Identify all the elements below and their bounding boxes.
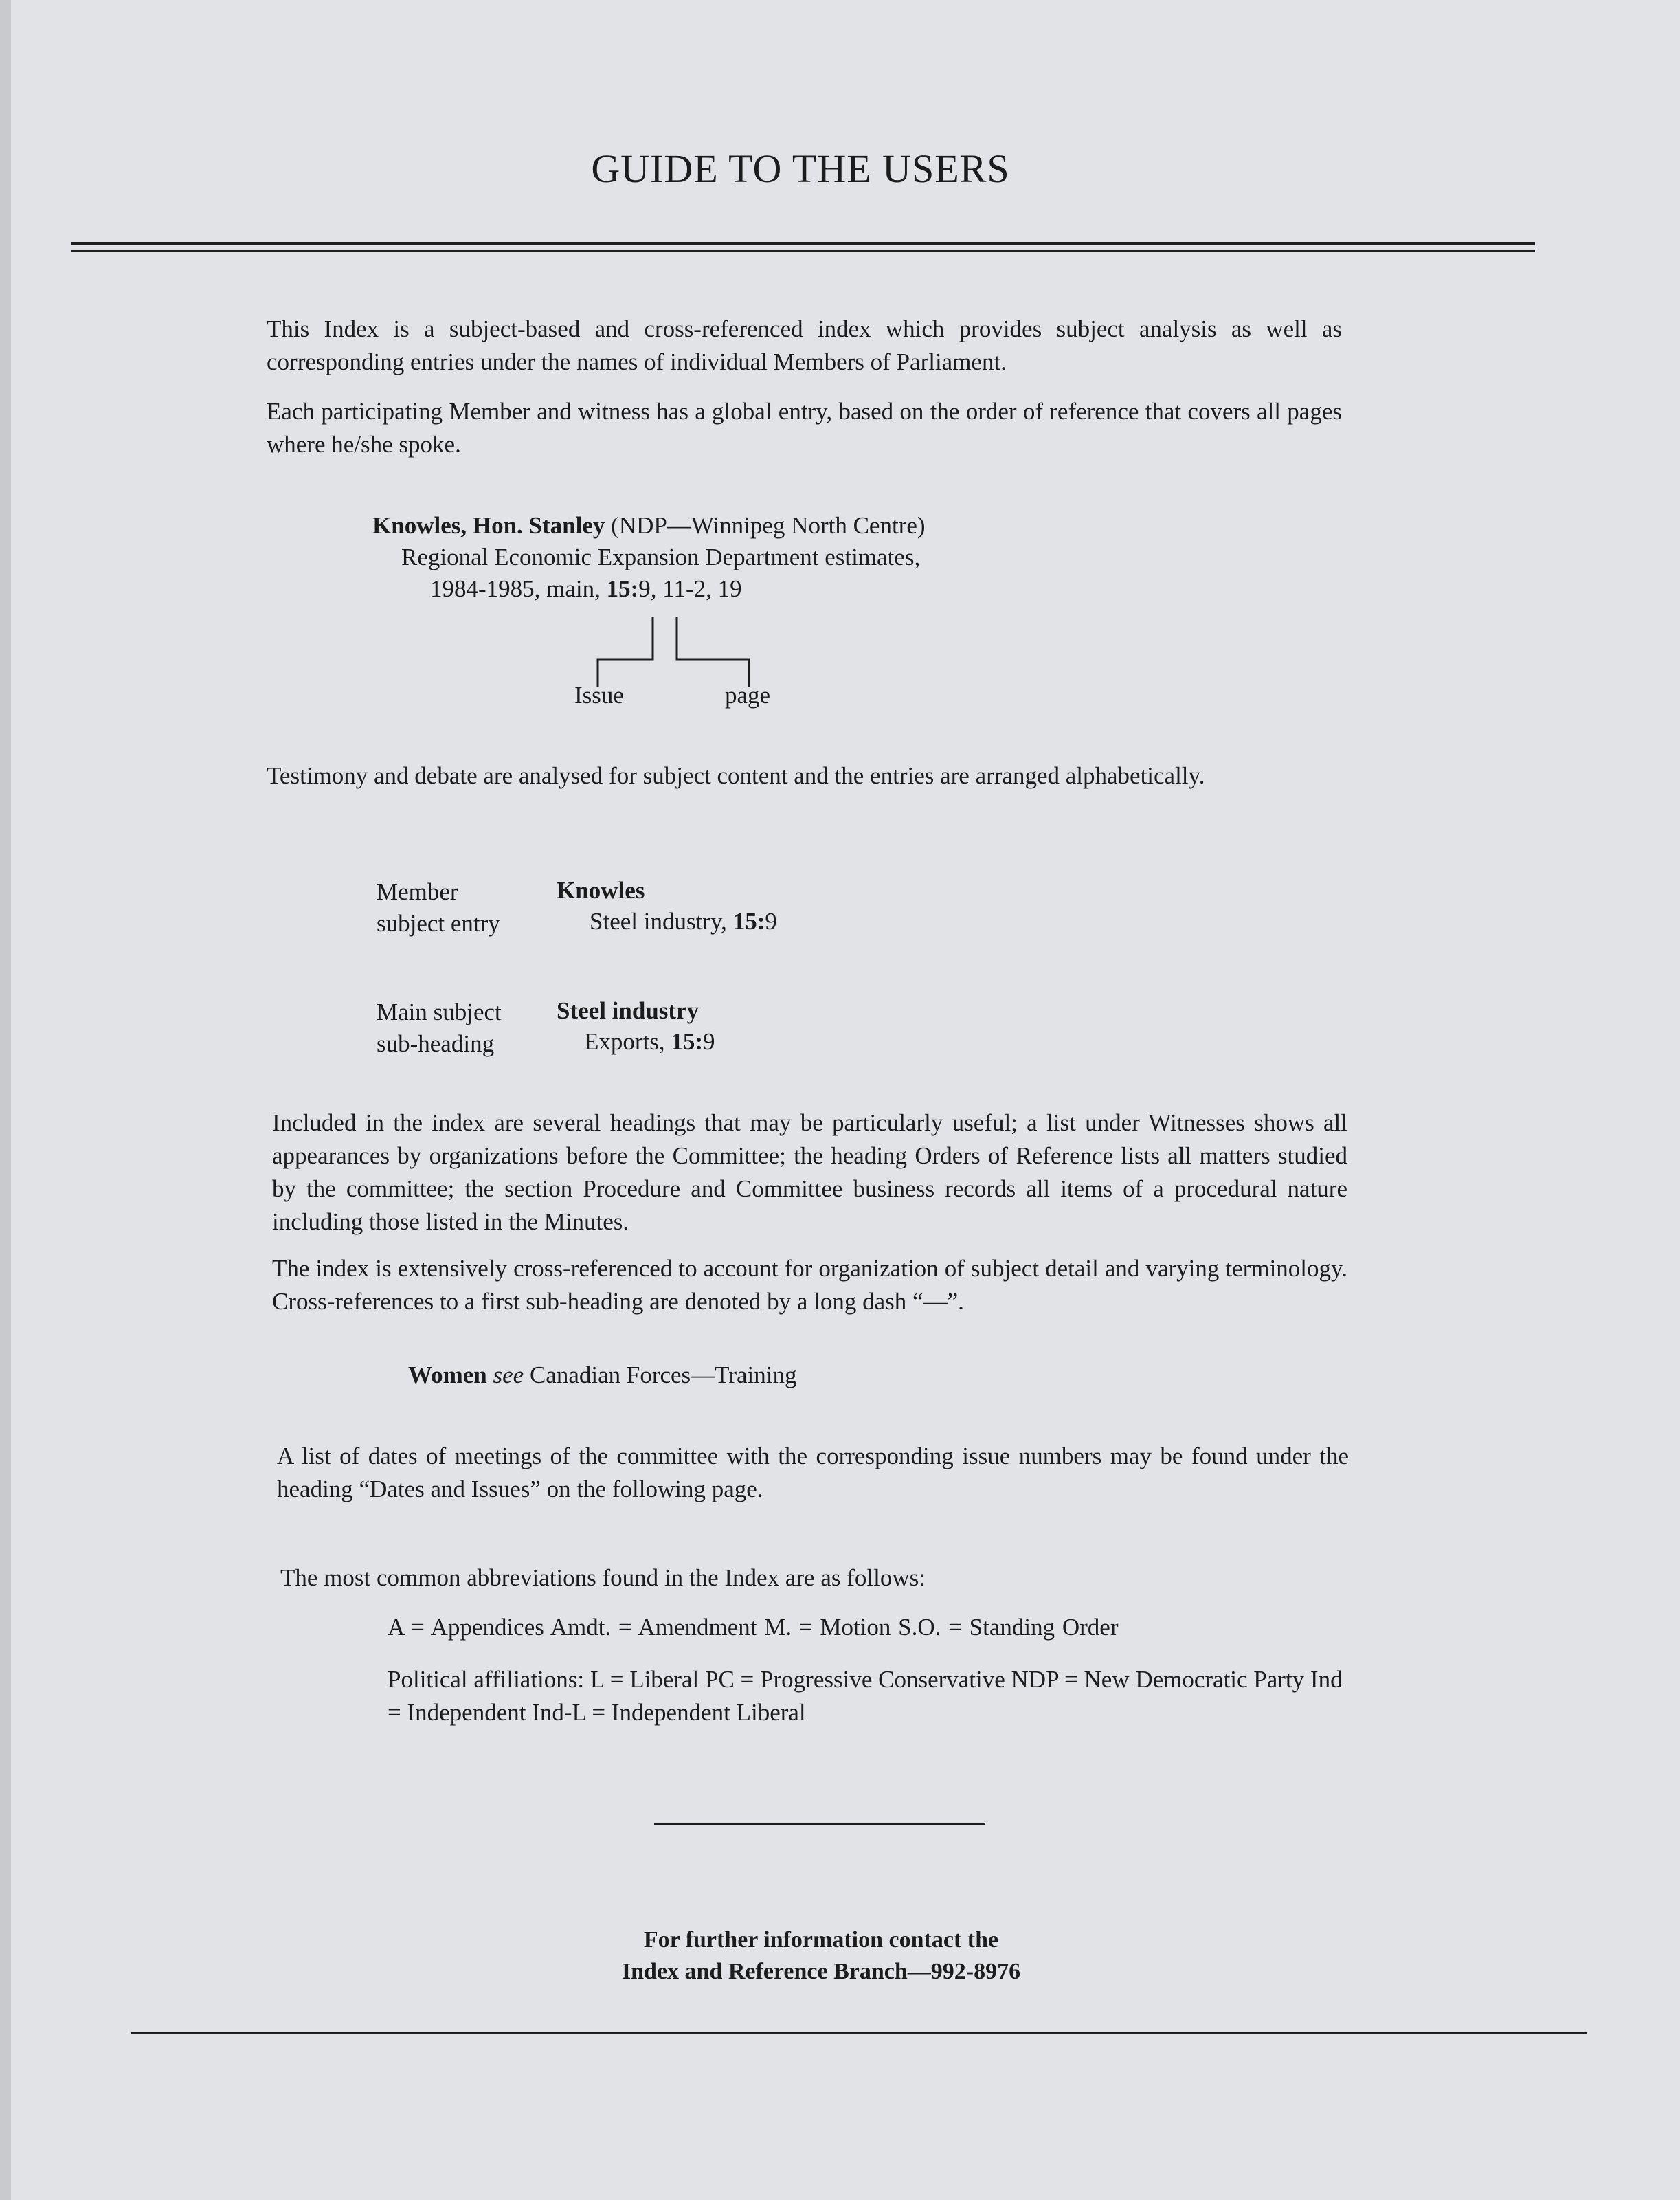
abbreviations-intro: The most common abbreviations found in the Index are as follows: (280, 1564, 926, 1591)
example-entry-issue-number: 15: (606, 575, 639, 602)
example-entry-subject: Regional Economic Expansion Department estimates, (401, 544, 921, 570)
abbreviations-line: A = Appendices Amdt. = Amendment M. = Motion S.O. = Standing Order (388, 1614, 1119, 1641)
title-rule-top (71, 242, 1535, 245)
member-subentry (590, 906, 777, 937)
page-title: GUIDE TO THE USERS (591, 146, 1010, 191)
issue-label: Issue (574, 682, 624, 709)
member-subentry-issue: 15: (732, 908, 765, 935)
headings-paragraph: Included in the index are several headings that may be particularly useful; a list under Witnesses shows all appearances by organizations before the Committee; the heading Orders of Reference lists all matters studied by the committee; the section Procedure and Committee business records all items of a procedural nature including those listed in the Minutes. (272, 1109, 1347, 1235)
section-divider (654, 1823, 985, 1825)
example-entry-pages: 9, 11-2, 19 (638, 575, 742, 602)
title-rule-bottom (71, 250, 1535, 252)
member-subentry-page: 9 (765, 908, 777, 935)
subject-label-2: sub-heading (377, 1030, 495, 1057)
intro-paragraph: This Index is a subject-based and cross-referenced index which provides subject analysis as well as corresponding entries under the names of individual Members of Parliament. (267, 315, 1342, 375)
subject-subentry-page: 9 (703, 1028, 715, 1055)
subject-subentry (584, 1026, 715, 1058)
cross-reference-target: Canadian Forces—Training (529, 1362, 797, 1388)
member-subentry-text: Steel industry, (590, 908, 733, 935)
political-affiliations: Political affiliations: L = Liberal PC = Progressive Conservative NDP = New Democratic Party Ind = Independent Ind-L = Independent Liberal (388, 1666, 1343, 1726)
subject-heading: Steel industry (557, 997, 699, 1024)
cross-reference-see: see (493, 1362, 524, 1388)
contact-line-1: For further information contact the (643, 1927, 999, 1953)
example-entry-years: 1984-1985, main, (430, 575, 607, 602)
subject-subentry-text: Exports, (584, 1028, 671, 1055)
cross-reference-paragraph: The index is extensively cross-referenced to account for organization of subject detail and varying terminology. Cross-references to a first sub-heading are denoted by a long dash “—”. (272, 1255, 1347, 1315)
example-entry-reference (430, 573, 742, 605)
subject-label-1: Main subject (377, 999, 502, 1025)
cross-reference-term: Women (408, 1362, 487, 1388)
member-label-2: subject entry (377, 910, 500, 937)
page-label: page (725, 682, 771, 709)
example-entry-heading (372, 510, 926, 542)
cross-reference-example (408, 1359, 796, 1391)
member-heading: Knowles (557, 877, 645, 904)
example-entry-name: Knowles, Hon. Stanley (372, 512, 605, 539)
bottom-rule (131, 2032, 1587, 2034)
member-label-1: Member (377, 878, 458, 905)
contact-line-2: Index and Reference Branch—992-8976 (621, 1959, 1021, 1984)
testimony-paragraph: Testimony and debate are analysed for subject content and the entries are arranged alphabetically. (267, 762, 1205, 789)
dates-paragraph: A list of dates of meetings of the committee with the corresponding issue numbers may be found under the heading “Dates and Issues” on the following page. (277, 1443, 1349, 1502)
subject-subentry-issue: 15: (671, 1028, 704, 1055)
global-entry-paragraph: Each participating Member and witness has a global entry, based on the order of reference that covers all pages where he/she spoke. (267, 398, 1342, 458)
example-entry-affiliation: (NDP—Winnipeg North Centre) (605, 512, 926, 539)
page-binding-edge (0, 0, 11, 2200)
